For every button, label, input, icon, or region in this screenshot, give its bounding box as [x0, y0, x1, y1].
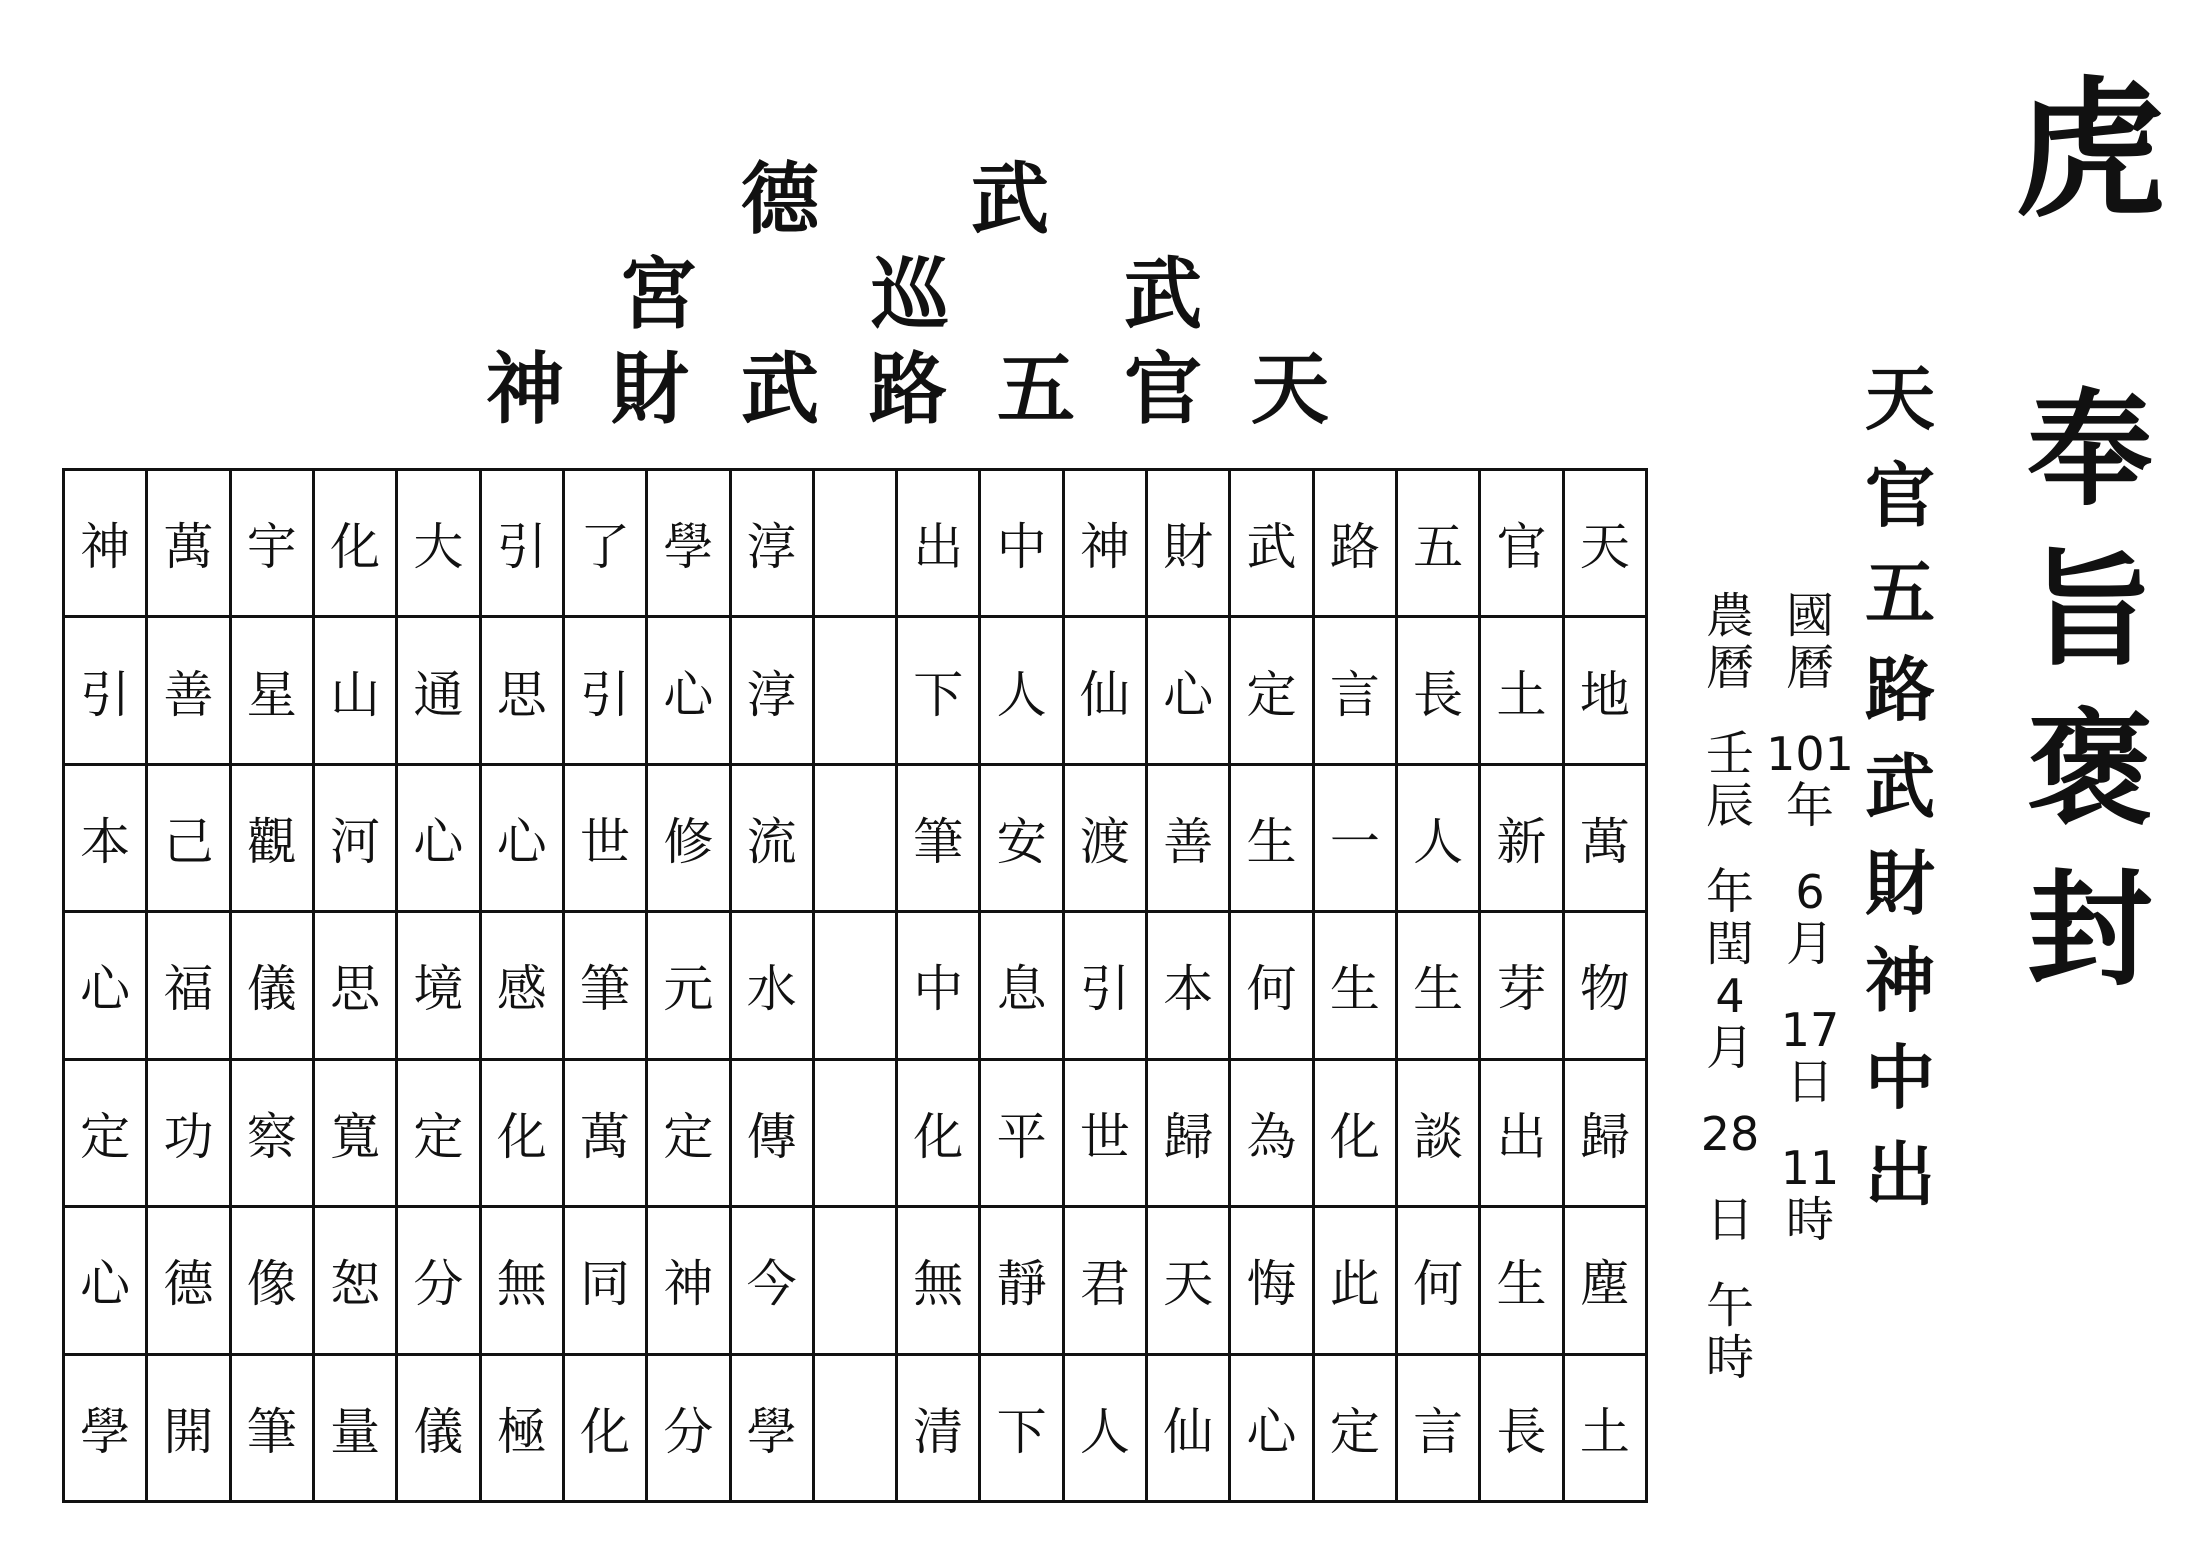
poem-cell: 元 — [647, 912, 730, 1059]
poem-cell — [813, 1059, 896, 1206]
poem-cell: 學 — [64, 1354, 147, 1501]
poem-cell: 引 — [480, 470, 563, 617]
poem-cell: 渡 — [1063, 764, 1146, 911]
poem-cell: 儀 — [230, 912, 313, 1059]
poem-cell — [813, 1354, 896, 1501]
poem-row — [64, 912, 1647, 1059]
poem-cell: 心 — [1147, 617, 1230, 764]
header-char: 宮 — [618, 249, 697, 340]
gregorian-hour: 11 — [1780, 1141, 1840, 1195]
poem-cell: 中 — [980, 470, 1063, 617]
poem-cell: 仙 — [1147, 1354, 1230, 1501]
header-char: 武 — [970, 154, 1049, 245]
poem-cell: 悔 — [1230, 1207, 1313, 1354]
decree-char: 奉 — [2027, 377, 2153, 523]
deity-char: 五 — [1865, 551, 1935, 634]
poem-cell: 化 — [897, 1059, 980, 1206]
header-char: 天 — [1250, 344, 1329, 435]
date-unit-char: 日 — [1785, 1054, 1834, 1110]
header-line-3 — [430, 340, 1370, 440]
poem-cell: 淳 — [730, 617, 813, 764]
poem-cell: 心 — [1230, 1354, 1313, 1501]
poem-cell: 塵 — [1563, 1207, 1646, 1354]
date-label-char: 國 — [1785, 588, 1834, 644]
poem-cell: 生 — [1480, 1207, 1563, 1354]
poem-cell: 息 — [980, 912, 1063, 1059]
poem-cell: 像 — [230, 1207, 313, 1354]
lunar-day: 28 — [1700, 1107, 1760, 1161]
lunar-leap-char: 閏 — [1705, 916, 1754, 972]
header-char: 武 — [1123, 249, 1202, 340]
poem-cell: 何 — [1397, 1207, 1480, 1354]
poem-cell: 引 — [563, 617, 646, 764]
poem-cell: 萬 — [563, 1059, 646, 1206]
poem-cell: 儀 — [397, 1354, 480, 1501]
poem-cell: 山 — [313, 617, 396, 764]
poem-cell: 宇 — [230, 470, 313, 617]
header-char: 官 — [1123, 344, 1202, 435]
poem-cell: 功 — [147, 1059, 230, 1206]
header-char: 路 — [868, 344, 947, 435]
poem-cell: 仙 — [1063, 617, 1146, 764]
poem-cell: 量 — [313, 1354, 396, 1501]
deity-char: 財 — [1865, 842, 1935, 925]
poem-cell: 今 — [730, 1207, 813, 1354]
poem-row — [64, 470, 1647, 617]
poem-cell: 路 — [1313, 470, 1396, 617]
lunar-hour-char: 時 — [1705, 1330, 1754, 1386]
poem-cell: 流 — [730, 764, 813, 911]
lunar-date-column — [1695, 590, 1765, 1384]
poem-cell — [813, 617, 896, 764]
poem-cell: 人 — [1063, 1354, 1146, 1501]
date-unit-char: 月 — [1705, 1020, 1754, 1076]
poem-cell: 歸 — [1147, 1059, 1230, 1206]
poem-cell: 萬 — [1563, 764, 1646, 911]
poem-cell: 世 — [563, 764, 646, 911]
poem-cell: 土 — [1563, 1354, 1646, 1501]
poem-cell: 清 — [897, 1354, 980, 1501]
poem-cell: 生 — [1313, 912, 1396, 1059]
poem-cell: 財 — [1147, 470, 1230, 617]
header-char: 德 — [740, 154, 819, 245]
poem-cell: 定 — [1313, 1354, 1396, 1501]
poem-cell: 己 — [147, 764, 230, 911]
poem-cell: 靜 — [980, 1207, 1063, 1354]
poem-cell: 世 — [1063, 1059, 1146, 1206]
poem-cell: 一 — [1313, 764, 1396, 911]
gregorian-year: 101 — [1766, 727, 1854, 781]
poem-cell: 神 — [1063, 470, 1146, 617]
poem-cell: 芽 — [1480, 912, 1563, 1059]
header-char: 財 — [610, 344, 689, 435]
poem-cell: 化 — [1313, 1059, 1396, 1206]
poem-cell: 無 — [897, 1207, 980, 1354]
poem-cell — [813, 1207, 896, 1354]
deity-char: 路 — [1865, 648, 1935, 731]
poem-cell: 傳 — [730, 1059, 813, 1206]
poem-cell: 天 — [1563, 470, 1646, 617]
poem-cell: 感 — [480, 912, 563, 1059]
poem-cell: 生 — [1397, 912, 1480, 1059]
date-label-char: 曆 — [1785, 640, 1834, 696]
poem-cell: 恕 — [313, 1207, 396, 1354]
poem-cell: 心 — [64, 1207, 147, 1354]
poem-cell: 下 — [980, 1354, 1063, 1501]
deity-char: 神 — [1865, 939, 1935, 1022]
poem-cell: 地 — [1563, 617, 1646, 764]
poem-cell: 定 — [1230, 617, 1313, 764]
poem-cell: 中 — [897, 912, 980, 1059]
lunar-ganzhi-char: 壬 — [1705, 726, 1754, 782]
poem-cell: 分 — [397, 1207, 480, 1354]
lunar-month: 4 — [1715, 969, 1745, 1023]
poem-cell: 此 — [1313, 1207, 1396, 1354]
date-unit-char: 月 — [1785, 916, 1834, 972]
poem-cell: 引 — [64, 617, 147, 764]
date-label-char: 農 — [1705, 588, 1754, 644]
header-line-2 — [430, 245, 1370, 345]
date-label-char: 曆 — [1705, 640, 1754, 696]
poem-cell: 生 — [1230, 764, 1313, 911]
poem-cell: 引 — [1063, 912, 1146, 1059]
poem-cell: 歸 — [1563, 1059, 1646, 1206]
header-line-1 — [430, 150, 1370, 250]
poem-cell: 善 — [147, 617, 230, 764]
poem-cell: 福 — [147, 912, 230, 1059]
poem-cell — [813, 470, 896, 617]
poem-row — [64, 764, 1647, 911]
poem-cell: 安 — [980, 764, 1063, 911]
poem-cell: 神 — [647, 1207, 730, 1354]
poem-cell: 何 — [1230, 912, 1313, 1059]
poem-cell: 通 — [397, 617, 480, 764]
poem-cell: 本 — [64, 764, 147, 911]
poem-cell: 天 — [1147, 1207, 1230, 1354]
date-unit-char: 日 — [1705, 1192, 1754, 1248]
deity-column — [1850, 350, 1950, 1223]
poem-cell: 察 — [230, 1059, 313, 1206]
poem-row — [64, 617, 1647, 764]
date-unit-char: 年 — [1785, 778, 1834, 834]
poem-cell: 人 — [980, 617, 1063, 764]
poem-cell: 德 — [147, 1207, 230, 1354]
lunar-ganzhi-char: 辰 — [1705, 778, 1754, 834]
gregorian-date-column — [1766, 588, 1854, 1248]
date-unit-char: 時 — [1785, 1192, 1834, 1248]
deity-char: 武 — [1865, 745, 1935, 828]
decree-char: 褒 — [2027, 697, 2153, 843]
poem-row — [64, 1207, 1647, 1354]
poem-cell: 學 — [730, 1354, 813, 1501]
poem-row — [64, 1354, 1647, 1501]
poem-cell: 大 — [397, 470, 480, 617]
poem-cell: 境 — [397, 912, 480, 1059]
poem-cell: 思 — [313, 912, 396, 1059]
poem-cell: 新 — [1480, 764, 1563, 911]
poem-cell: 了 — [563, 470, 646, 617]
poem-cell: 土 — [1480, 617, 1563, 764]
poem-cell: 五 — [1397, 470, 1480, 617]
poem-cell: 開 — [147, 1354, 230, 1501]
poem-cell: 談 — [1397, 1059, 1480, 1206]
poem-cell: 化 — [563, 1354, 646, 1501]
header-char: 巡 — [870, 249, 949, 340]
poem-cell: 心 — [397, 764, 480, 911]
poem-cell: 武 — [1230, 470, 1313, 617]
poem-cell: 極 — [480, 1354, 563, 1501]
poem-grid — [62, 468, 1648, 1503]
deity-char: 天 — [1865, 357, 1935, 440]
lunar-hour-char: 午 — [1705, 1278, 1754, 1334]
poem-cell: 修 — [647, 764, 730, 911]
poem-cell: 長 — [1480, 1354, 1563, 1501]
poem-cell: 人 — [1397, 764, 1480, 911]
poem-cell: 化 — [313, 470, 396, 617]
poem-cell: 言 — [1313, 617, 1396, 764]
poem-cell: 觀 — [230, 764, 313, 911]
header-char: 武 — [740, 344, 819, 435]
deity-char: 出 — [1865, 1133, 1935, 1216]
poem-cell: 寬 — [313, 1059, 396, 1206]
poem-cell — [813, 764, 896, 911]
poem-cell: 學 — [647, 470, 730, 617]
poem-cell: 定 — [647, 1059, 730, 1206]
poem-cell: 出 — [1480, 1059, 1563, 1206]
poem-cell: 水 — [730, 912, 813, 1059]
poem-cell: 物 — [1563, 912, 1646, 1059]
poem-cell: 心 — [480, 764, 563, 911]
poem-cell: 思 — [480, 617, 563, 764]
poem-cell: 出 — [897, 470, 980, 617]
gregorian-day: 17 — [1780, 1003, 1840, 1057]
poem-cell: 淳 — [730, 470, 813, 617]
poem-cell: 心 — [64, 912, 147, 1059]
poem-cell: 神 — [64, 470, 147, 617]
poem-cell: 化 — [480, 1059, 563, 1206]
deity-char: 中 — [1865, 1036, 1935, 1119]
poem-cell: 筆 — [897, 764, 980, 911]
poem-cell: 本 — [1147, 912, 1230, 1059]
poem-cell: 分 — [647, 1354, 730, 1501]
poem-cell: 同 — [563, 1207, 646, 1354]
poem-cell: 筆 — [230, 1354, 313, 1501]
poem-cell: 星 — [230, 617, 313, 764]
decree-char: 旨 — [2027, 537, 2153, 683]
decree-char: 封 — [2027, 857, 2153, 1003]
poem-cell: 筆 — [563, 912, 646, 1059]
date-unit-char: 年 — [1705, 864, 1754, 920]
poem-cell: 定 — [64, 1059, 147, 1206]
poem-cell: 定 — [397, 1059, 480, 1206]
poem-cell: 萬 — [147, 470, 230, 617]
poem-cell: 官 — [1480, 470, 1563, 617]
title-top-char: 虎 — [2014, 62, 2165, 238]
poem-cell: 下 — [897, 617, 980, 764]
poem-row — [64, 1059, 1647, 1206]
title-column — [1990, 60, 2190, 1010]
poem-cell: 為 — [1230, 1059, 1313, 1206]
poem-cell — [813, 912, 896, 1059]
poem-cell: 無 — [480, 1207, 563, 1354]
poem-cell: 言 — [1397, 1354, 1480, 1501]
poem-cell: 河 — [313, 764, 396, 911]
poem-cell: 長 — [1397, 617, 1480, 764]
deity-char: 官 — [1865, 454, 1935, 537]
poem-cell: 善 — [1147, 764, 1230, 911]
poem-cell: 君 — [1063, 1207, 1146, 1354]
poem-cell: 平 — [980, 1059, 1063, 1206]
header-char: 五 — [996, 344, 1075, 435]
header-char: 神 — [485, 344, 564, 435]
gregorian-month: 6 — [1795, 865, 1825, 919]
poem-cell: 心 — [647, 617, 730, 764]
